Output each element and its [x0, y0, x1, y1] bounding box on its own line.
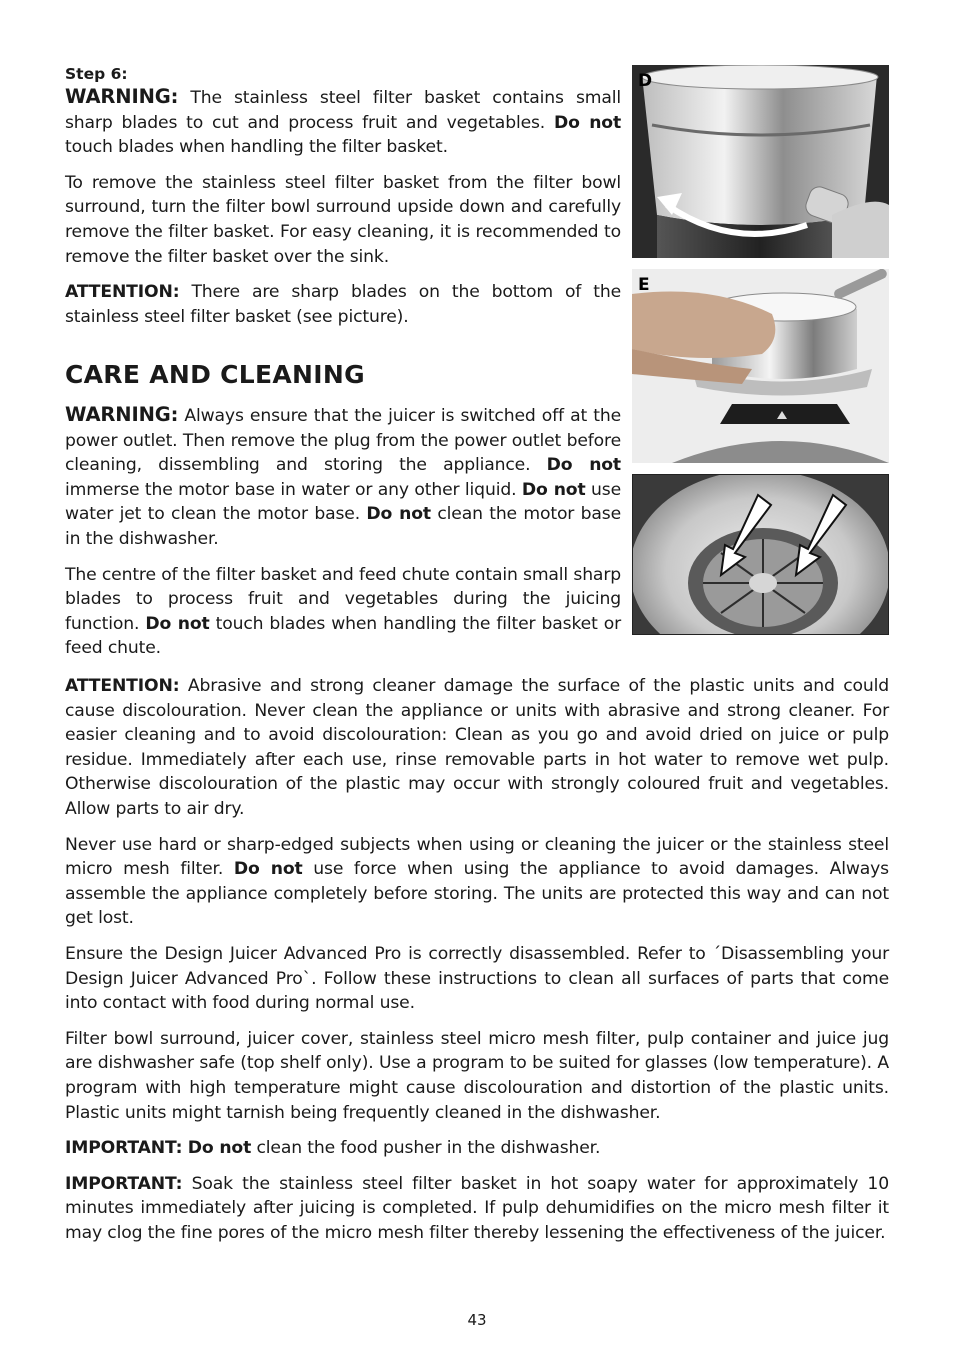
- section-heading: CARE AND CLEANING: [65, 360, 365, 389]
- warning-text: use water jet to clean the motor base.: [65, 479, 622, 525]
- never-text: use force when using the appliance to avoid damages. Always assemble the appliance completely before storing. The units are protected this way and can not get lost.: [65, 859, 889, 929]
- care-warning-section: [65, 403, 621, 661]
- attention-text: Abrasive and strong cleaner damage the surface of the plastic units and could cause discolouration. Never clean the appliance or units with abrasive and strong cleaner. For easier cleaning and to avoid discolouration: Clean as you go and avoid dried on juice or pulp residue. Immediately after each use, rinse removable parts in hot water to remove wet pulp. Otherwise discolouration of the plastic may occur with strongly coloured fruit and vegetables. Allow parts to air dry.: [65, 676, 889, 819]
- do-not: Do not: [521, 479, 586, 500]
- step-label: Step 6:: [65, 65, 128, 83]
- important-text: clean the food pusher in the dishwasher.: [251, 1138, 601, 1159]
- ensure-paragraph: Ensure the Design Juicer Advanced Pro is correctly disassembled. Refer to ´Disassembling your Design Juicer Advanced Pro`. Follow these instructions to clean all surfaces of parts that come into contact with food during normal use.: [65, 943, 889, 1014]
- care-warning: [65, 403, 621, 552]
- do-not: Do not: [145, 613, 210, 634]
- warning-text: clean the motor base in the dishwasher.: [65, 504, 621, 549]
- warning-label: WARNING:: [65, 403, 179, 426]
- never-paragraph: [65, 833, 889, 931]
- care-attention: [65, 674, 889, 822]
- do-not: Do not: [366, 504, 431, 525]
- step6-attention: [65, 280, 621, 329]
- photo-d: [632, 65, 889, 258]
- important-label: IMPORTANT:: [65, 1138, 183, 1159]
- step6-warning: [65, 85, 621, 160]
- photo-label-e: E: [638, 275, 650, 295]
- important-2: [65, 1172, 889, 1246]
- step6-section: [65, 63, 621, 329]
- attention-text: There are sharp blades on the bottom of the stainless steel filter basket (see picture).: [65, 282, 621, 327]
- filter-paragraph: Filter bowl surround, juicer cover, stainless steel micro mesh filter, pulp container and juice jug are dishwasher safe (top shelf only). Use a program to be suited for glasses (low temperature). A program with high temperature might cause discolouration and distortion of the plastic units. Plastic units might tarnish being frequently cleaned in the dishwasher.: [65, 1028, 889, 1123]
- centre-text: The centre of the filter basket and feed chute contain small sharp blades to process fruit and vegetables during the juicing function.: [65, 564, 621, 634]
- photo-blades: [632, 474, 889, 635]
- warning-text: immerse the motor base in water or any other liquid.: [65, 479, 522, 500]
- warning-text: Always ensure that the juicer is switched off at the power outlet. Then remove the plug from the power outlet before cleaning, dissembling and storing the appliance.: [65, 406, 621, 476]
- do-not: Do not: [187, 1138, 252, 1159]
- do-not: Do not: [546, 455, 622, 476]
- warning-text: The stainless steel filter basket contains small sharp blades to cut and process fruit and vegetables.: [65, 88, 621, 133]
- centre-paragraph: [65, 563, 621, 661]
- do-not: Do not: [554, 112, 622, 133]
- page-number: 43: [467, 1311, 487, 1329]
- photo-e-image: [632, 269, 889, 463]
- do-not: Do not: [233, 859, 303, 880]
- care-body: [65, 674, 889, 1245]
- remove-paragraph: To remove the stainless steel filter basket from the filter bowl surround, turn the filter bowl surround upside down and carefully remove the filter basket. For easy cleaning, it is recommended to remove the filter basket over the sink.: [65, 172, 621, 267]
- photo-label-d: D: [638, 71, 653, 91]
- never-text: Never use hard or sharp-edged subjects when using or cleaning the juicer or the stainless steel micro mesh filter.: [65, 834, 889, 880]
- warning-label: WARNING:: [65, 85, 179, 108]
- photo-e: [632, 269, 889, 463]
- important-1: [65, 1136, 889, 1161]
- important-text: Soak the stainless steel filter basket in hot soapy water for approximately 10 minutes immediately after juicing is completed. If pulp dehumidifies on the micro mesh filter it may clog the fine pores of the micro mesh filter thereby lessening the effectiveness of the juicer.: [65, 1173, 889, 1243]
- warning-text: touch blades when handling the filter basket.: [65, 137, 448, 158]
- attention-label: ATTENTION:: [65, 282, 180, 303]
- photo-blades-image: [633, 475, 888, 634]
- attention-label: ATTENTION:: [65, 676, 180, 696]
- important-label: IMPORTANT:: [65, 1173, 183, 1194]
- centre-text: touch blades when handling the filter basket or feed chute.: [65, 613, 622, 659]
- photo-d-image: [632, 65, 889, 258]
